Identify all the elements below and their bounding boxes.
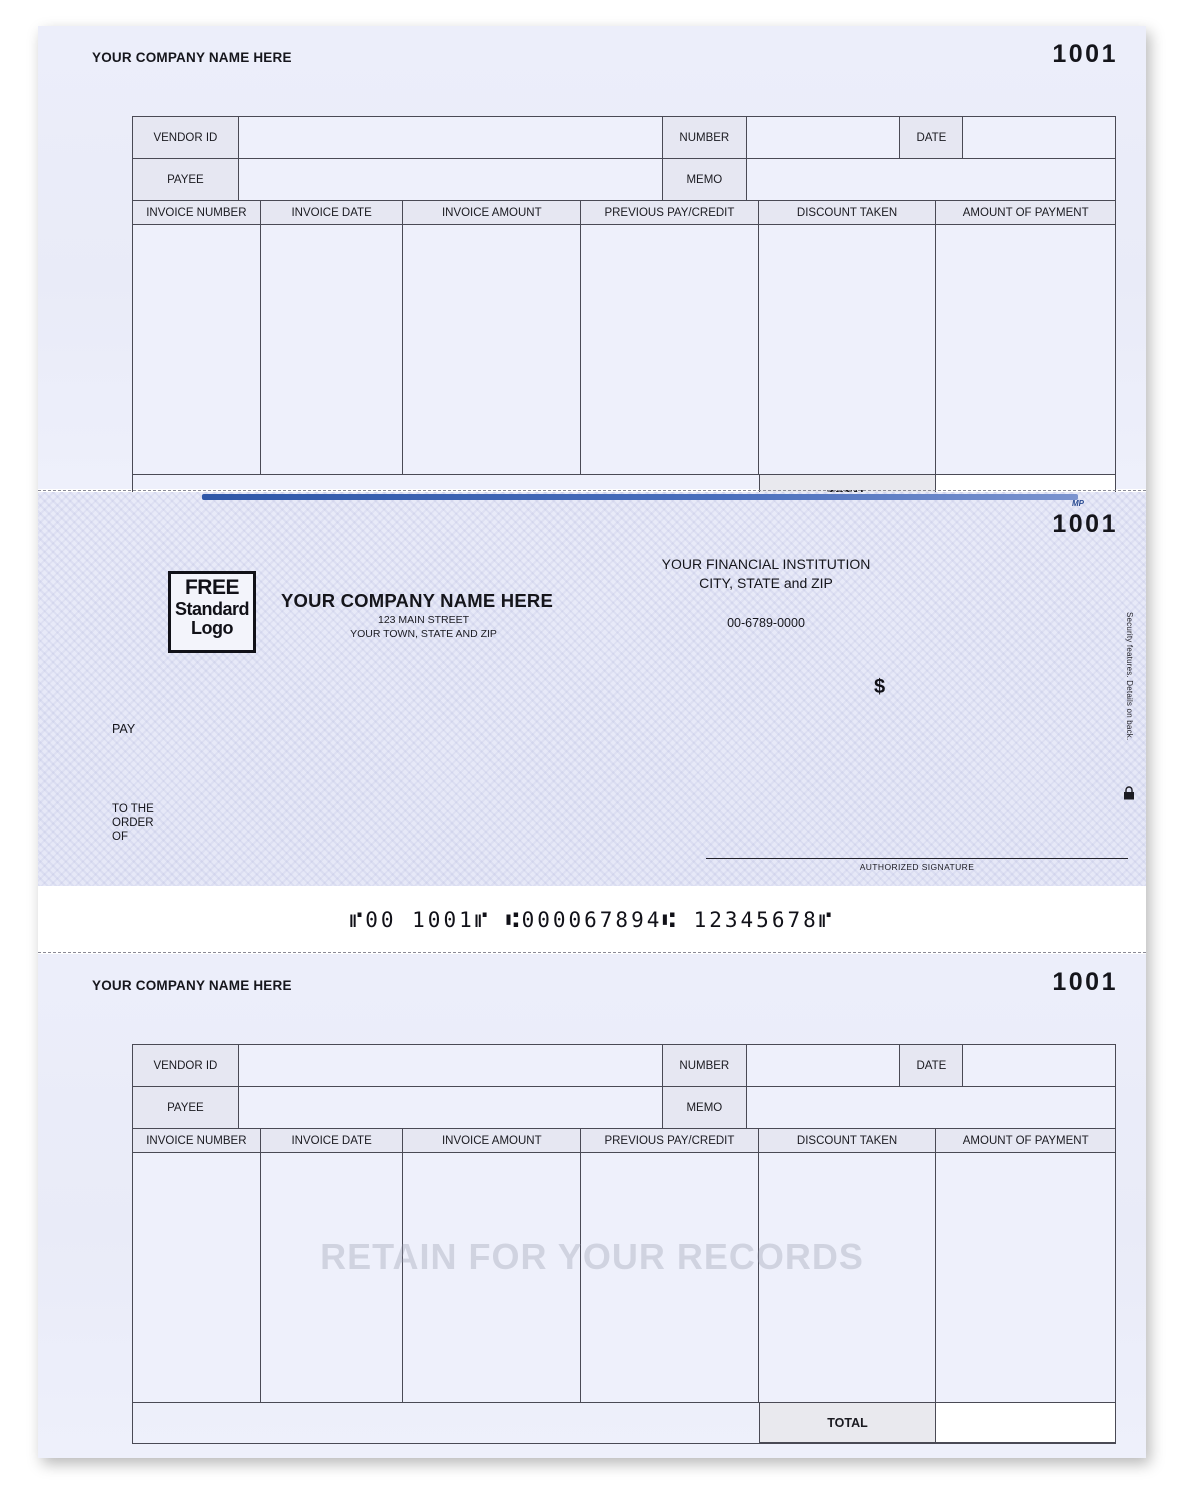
- order-label-line1: TO THE: [112, 803, 154, 815]
- company-name: YOUR COMPANY NAME HERE: [92, 978, 292, 993]
- cell-invoice-date[interactable]: [261, 225, 404, 474]
- column-header-invoice-date: INVOICE DATE: [261, 1129, 404, 1152]
- total-label: TOTAL: [759, 1403, 937, 1443]
- cell-discount-taken[interactable]: [759, 1153, 937, 1402]
- stub-header: [38, 968, 1146, 1000]
- payee-label: PAYEE: [133, 1087, 239, 1128]
- column-header-discount-taken: DISCOUNT TAKEN: [759, 1129, 937, 1152]
- cell-previous-pay-credit[interactable]: [581, 1153, 759, 1402]
- column-header-previous-pay-credit: PREVIOUS PAY/CREDIT: [581, 201, 759, 224]
- table-row: [133, 1045, 1115, 1087]
- column-header-invoice-number: INVOICE NUMBER: [133, 201, 261, 224]
- payee-value[interactable]: [239, 1087, 663, 1128]
- cell-discount-taken[interactable]: [759, 225, 937, 474]
- logo-line-standard: Standard: [174, 599, 249, 619]
- table-row: [133, 117, 1115, 159]
- cell-amount-of-payment[interactable]: [936, 1153, 1115, 1402]
- authorized-signature-label: AUTHORIZED SIGNATURE: [859, 862, 975, 872]
- column-header-previous-pay-credit: PREVIOUS PAY/CREDIT: [581, 1129, 759, 1152]
- payer-company-name: YOUR COMPANY NAME HERE: [281, 590, 553, 611]
- table-body-row: [133, 1153, 1115, 1403]
- cell-previous-pay-credit[interactable]: [581, 225, 759, 474]
- cell-invoice-amount[interactable]: [403, 1153, 581, 1402]
- bank-city-state-zip: CITY, STATE and ZIP: [699, 575, 833, 591]
- retain-for-records-watermark: RETAIN FOR YOUR RECORDS: [320, 1236, 864, 1277]
- cell-invoice-number[interactable]: [133, 225, 261, 474]
- bottom-voucher-stub: [38, 954, 1146, 1458]
- table-body-row: [133, 225, 1115, 475]
- column-header-discount-taken: DISCOUNT TAKEN: [759, 201, 937, 224]
- payer-address-line2: YOUR TOWN, STATE AND ZIP: [350, 628, 497, 640]
- check-document-page: [38, 26, 1146, 1458]
- company-name: YOUR COMPANY NAME HERE: [92, 50, 292, 65]
- order-label-line3: OF: [112, 831, 128, 844]
- security-features-note: Security features. Details on back.: [1125, 612, 1134, 741]
- perforation-line-top: [38, 490, 1146, 491]
- pay-to-the-order-of-label: [112, 802, 154, 844]
- bank-name: YOUR FINANCIAL INSTITUTION: [661, 556, 871, 572]
- lock-icon: [1123, 786, 1135, 800]
- table-row: [133, 159, 1115, 201]
- stub-check-number: 1001: [1052, 40, 1118, 68]
- bank-fraction-number: 00-6789-0000: [727, 616, 805, 630]
- date-label: DATE: [900, 117, 963, 158]
- check-body: [38, 492, 1146, 886]
- column-header-amount-of-payment: AMOUNT OF PAYMENT: [936, 201, 1115, 224]
- column-header-invoice-amount: INVOICE AMOUNT: [403, 1129, 581, 1152]
- payer-address-line1: 123 MAIN STREET: [377, 614, 470, 626]
- column-header-invoice-number: INVOICE NUMBER: [133, 1129, 261, 1152]
- order-label-line2: ORDER: [112, 817, 154, 830]
- logo-placeholder: [168, 571, 256, 653]
- vendor-id-label: VENDOR ID: [133, 1045, 239, 1086]
- cell-invoice-date[interactable]: [261, 1153, 404, 1402]
- date-value[interactable]: [963, 1045, 1115, 1086]
- dollar-sign-icon: $: [874, 676, 886, 698]
- perforation-line-bottom: [38, 952, 1146, 953]
- table-column-headers: [133, 201, 1115, 225]
- total-value[interactable]: [936, 1403, 1115, 1443]
- total-spacer: [133, 1403, 759, 1443]
- payee-value[interactable]: [239, 159, 663, 200]
- table-column-headers: [133, 1129, 1115, 1153]
- date-value[interactable]: [963, 117, 1115, 158]
- memo-label: MEMO: [663, 1087, 747, 1128]
- vendor-id-label: VENDOR ID: [133, 117, 239, 158]
- micr-line: ⑈00 1001⑈ ⑆000067894⑆ 12345678⑈: [349, 908, 835, 932]
- pay-label: PAY: [112, 722, 136, 736]
- top-stub-table: [132, 116, 1116, 516]
- stub-check-number: 1001: [1052, 968, 1118, 996]
- payee-label: PAYEE: [133, 159, 239, 200]
- memo-value[interactable]: [747, 1087, 1115, 1128]
- signature-line: [706, 858, 1128, 859]
- bottom-stub-table: [132, 1044, 1116, 1444]
- memo-label: MEMO: [663, 159, 747, 200]
- column-header-amount-of-payment: AMOUNT OF PAYMENT: [936, 1129, 1115, 1152]
- table-row: [133, 1087, 1115, 1129]
- cell-amount-of-payment[interactable]: [936, 225, 1115, 474]
- number-label: NUMBER: [663, 117, 747, 158]
- column-header-invoice-amount: INVOICE AMOUNT: [403, 201, 581, 224]
- top-voucher-stub: [38, 26, 1146, 489]
- logo-line-logo: Logo: [191, 617, 233, 638]
- check-top-bar: [202, 494, 1078, 500]
- memo-value[interactable]: [747, 159, 1115, 200]
- number-value[interactable]: [747, 117, 901, 158]
- total-row: [133, 1403, 1115, 1443]
- column-header-invoice-date: INVOICE DATE: [261, 201, 404, 224]
- logo-line-free: FREE: [184, 576, 239, 599]
- vendor-id-value[interactable]: [239, 1045, 663, 1086]
- cell-invoice-number[interactable]: [133, 1153, 261, 1402]
- vendor-id-value[interactable]: [239, 117, 663, 158]
- check-number: 1001: [1052, 510, 1118, 538]
- number-value[interactable]: [747, 1045, 901, 1086]
- micro-print-mark: MP: [1072, 499, 1084, 508]
- number-label: NUMBER: [663, 1045, 747, 1086]
- date-label: DATE: [900, 1045, 963, 1086]
- stub-header: [38, 40, 1146, 72]
- cell-invoice-amount[interactable]: [403, 225, 581, 474]
